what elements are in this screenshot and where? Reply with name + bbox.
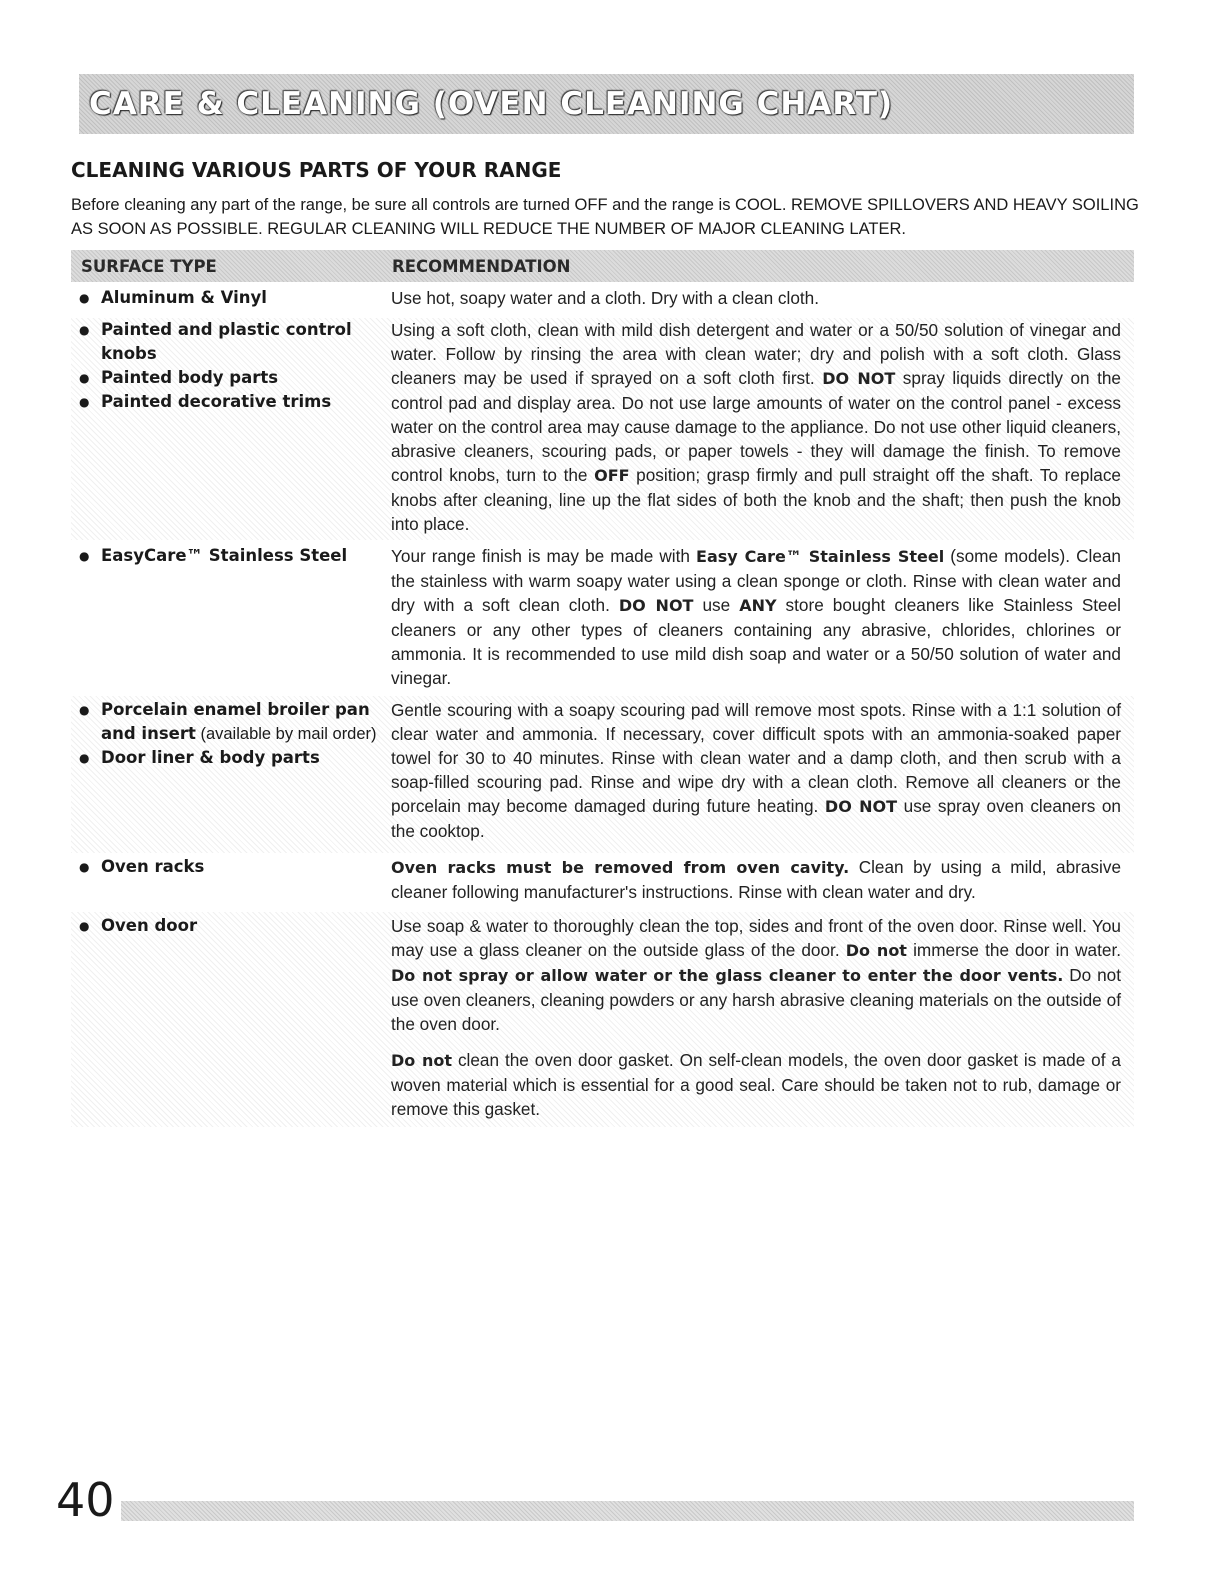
recommendation-text: clean the oven door gasket. On self-clean models, the oven door gasket is made of a woven material which is essential for a good seal. Care should be taken not to rub, damage or remove this gasket. <box>391 1050 1121 1119</box>
recommendation-paragraph <box>391 286 1121 310</box>
surface-label <box>101 544 347 568</box>
surface-item <box>79 698 391 746</box>
recommendation-text: immerse the door in water. <box>906 940 1121 960</box>
table-row <box>71 318 1134 540</box>
surface-item <box>79 390 391 414</box>
surface-item <box>79 366 391 390</box>
surface-name: Painted decorative trims <box>101 392 332 411</box>
surface-label <box>101 914 197 938</box>
header-recommendation: RECOMMENDATION <box>392 256 571 276</box>
emphasis-text: Do not spray or allow water or the glass cleaner to enter the door vents. <box>391 966 1064 985</box>
recommendation-cell <box>391 698 1121 843</box>
recommendation-text: Clean by using a mild, abrasive cleaner following manufacturer's instructions. Rinse with clean water and dry. <box>391 857 1121 902</box>
header-surface-type: SURFACE TYPE <box>81 256 217 276</box>
surface-name: Painted body parts <box>101 368 279 387</box>
bullet-icon: ● <box>79 291 90 305</box>
bullet-icon: ● <box>79 323 90 337</box>
emphasis-text: OFF <box>594 466 630 485</box>
recommendation-text: (some models). Clean the stainless with warm soapy water using a clean sponge or cloth. Rinse with clean water and dry with a soft clean cloth. <box>391 546 1121 615</box>
emphasis-text: Easy Care™ Stainless Steel <box>696 547 945 566</box>
surface-item <box>79 746 391 770</box>
table-header <box>71 250 1134 282</box>
bullet-icon: ● <box>79 860 90 874</box>
surface-note: (available by mail order) <box>195 725 377 743</box>
banner-title: CARE & CLEANING (OVEN CLEANING CHART) <box>89 86 894 122</box>
cleaning-chart-table <box>71 250 1134 1127</box>
recommendation-paragraph <box>391 914 1121 1036</box>
recommendation-text: store bought cleaners like Stainless Steel cleaners or any other types of cleaners containing any abrasive, chlorides, chlorines or ammonia. It is recommended to use mild dish soap and water or a 50/50 solution of water and vinegar. <box>391 595 1121 688</box>
surface-label <box>101 366 278 390</box>
surface-name: Oven racks <box>101 857 205 876</box>
surface-name: Porcelain enamel broiler pan and insert <box>101 700 370 743</box>
recommendation-cell <box>391 318 1121 536</box>
recommendation-cell <box>391 286 1121 310</box>
surface-name: Aluminum & Vinyl <box>101 288 267 307</box>
surface-type-cell <box>71 544 391 690</box>
emphasis-text: DO NOT <box>824 797 898 816</box>
recommendation-text: spray liquids directly on the control pad and display area. Do not use large amounts of water on the control panel - excess water on the control area may cause damage to the appliance. Do not use other liquid cleaners, abrasive cleaners, scouring pads, or paper towels - they will damage the finish. To remove control knobs, turn to the <box>391 368 1121 485</box>
emphasis-text: Oven racks must be removed from oven cavity. <box>391 858 850 877</box>
surface-type-cell <box>71 286 391 310</box>
recommendation-text: Using a soft cloth, clean with mild dish detergent and water or a 50/50 solution of vinegar and water. Follow by rinsing the area with clean water; dry and polish with a soft cloth. Glass cleaners may be used if sprayed on a soft cloth first. <box>391 320 1121 388</box>
recommendation-text: Gentle scouring with a soapy scouring pad will remove most spots. Rinse with a 1:1 solution of clear water and ammonia. If necessary, cover difficult spots with an ammonia-soaked paper towel for 30 to 40 minutes. Rinse with clean water and a damp cloth, and then scrub with a soap-filled scouring pad. Rinse and wipe dry with a clean cloth. Remove all cleaners or the porcelain may become damaged during future heating. <box>391 700 1121 816</box>
surface-type-cell <box>71 698 391 843</box>
recommendation-paragraph <box>391 318 1121 536</box>
surface-item <box>79 544 391 568</box>
page-number: 40 <box>56 1476 121 1524</box>
bullet-icon: ● <box>79 703 90 717</box>
bullet-icon: ● <box>79 549 90 563</box>
page-footer <box>56 1473 1134 1527</box>
recommendation-paragraph <box>391 544 1121 690</box>
table-row <box>71 540 1134 696</box>
emphasis-text: Do not <box>845 941 907 960</box>
section-heading: CLEANING VARIOUS PARTS OF YOUR RANGE <box>71 158 562 182</box>
surface-item <box>79 855 391 879</box>
surface-name: Oven door <box>101 916 198 935</box>
emphasis-text: DO NOT <box>618 596 694 615</box>
recommendation-text: position; grasp firmly and pull straight off the shaft. To replace knobs after cleaning, line up the flat sides of both the knob and the shaft; then push the knob into place. <box>391 465 1121 534</box>
recommendation-paragraph <box>391 1048 1121 1121</box>
surface-type-cell <box>71 914 391 1121</box>
surface-label <box>101 746 320 770</box>
table-row <box>71 696 1134 853</box>
surface-item <box>79 286 391 310</box>
surface-type-cell <box>71 318 391 536</box>
table-row <box>71 282 1134 318</box>
intro-paragraph: Before cleaning any part of the range, be sure all controls are turned OFF and the range is COOL. REMOVE SPILLOVERS AND HEAVY SOILING AS SOON AS POSSIBLE. REGULAR CLEANING WILL REDUCE THE NUMBER OF MAJOR CLEANING LATER. <box>71 196 1139 238</box>
recommendation-text: Use soap & water to thoroughly clean the top, sides and front of the oven door. Rinse well. You may use a glass cleaner on the outside glass of the door. <box>391 916 1121 960</box>
emphasis-text: Do not <box>391 1051 453 1070</box>
recommendation-text: Use hot, soapy water and a cloth. Dry with a clean cloth. <box>391 288 819 308</box>
emphasis-text: DO NOT <box>822 369 896 388</box>
surface-label <box>101 698 391 746</box>
surface-label <box>101 855 204 879</box>
table-row <box>71 912 1134 1127</box>
table-row <box>71 853 1134 912</box>
footer-bar <box>56 1501 1134 1521</box>
recommendation-text: use <box>693 595 740 615</box>
surface-label <box>101 318 391 366</box>
page-banner <box>79 74 1134 134</box>
recommendation-cell <box>391 544 1121 690</box>
recommendation-text: Do not use oven cleaners, cleaning powders or any harsh abrasive cleaning materials on the outside of the oven door. <box>391 965 1122 1034</box>
surface-label <box>101 286 267 310</box>
recommendation-text: Your range finish is may be made with <box>391 546 697 566</box>
recommendation-cell <box>391 914 1121 1121</box>
table-body <box>71 282 1134 1127</box>
bullet-icon: ● <box>79 395 90 409</box>
surface-item <box>79 318 391 366</box>
recommendation-paragraph <box>391 698 1121 843</box>
surface-type-cell <box>71 855 391 904</box>
recommendation-cell <box>391 855 1121 904</box>
bullet-icon: ● <box>79 919 90 933</box>
emphasis-text: ANY <box>739 596 777 615</box>
surface-name: Door liner & body parts <box>101 748 320 767</box>
surface-name: Painted and plastic control knobs <box>101 320 352 363</box>
bullet-icon: ● <box>79 371 90 385</box>
surface-label <box>101 390 331 414</box>
bullet-icon: ● <box>79 751 90 765</box>
recommendation-paragraph <box>391 855 1121 904</box>
surface-item <box>79 914 391 938</box>
surface-name: EasyCare™ Stainless Steel <box>101 546 348 565</box>
recommendation-text: use spray oven cleaners on the cooktop. <box>391 796 1121 841</box>
